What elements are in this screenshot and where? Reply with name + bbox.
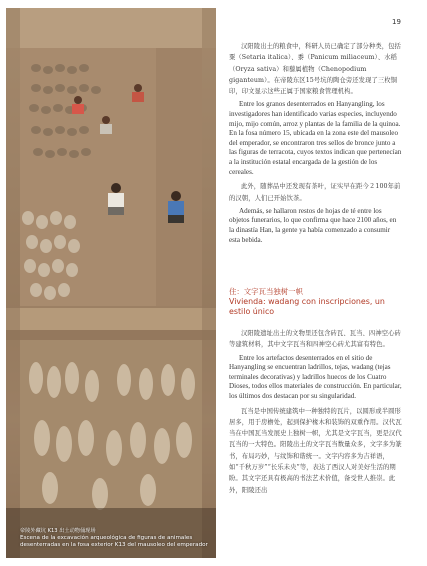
body-text-lower: [229, 328, 402, 496]
excavation-photo: [6, 8, 216, 558]
paragraph-es-3: Entre los artefactos desenterrados en el sitio de Hanyangling se encuentran ladrillos, tejas, wadang (tejas terminales decorativas) y ladrillos huecos de los Cuatro Dioses, todos ellos materiales de construcción. En particular, los últimos dos destacan por su singularidad.: [229, 353, 402, 400]
section-heading-zh: 住：文字瓦当独树一帜: [229, 287, 303, 296]
paragraph-es-2: Además, se hallaron restos de hojas de té entre los objetos funerarios, lo que confirma que hace 2100 años, en la dinastía Han, la gente ya había comenzado a consumir esta bebida.: [229, 206, 397, 244]
section-heading: [229, 287, 405, 317]
paragraph-zh-1: 汉阳陵出土的粮食中，科研人员已确定了部分种类，包括粟（Setaria italica）、黍（Panicum miliaceum）、水稻（Oryza sativa）和藜属植物（Chenopodium giganteum）。在帝陵东区15号坑的陶仓旁还发现了三枚铜印，印文显示这些正属于国家粮食管理机构。: [229, 43, 401, 96]
paragraph-zh-3: 汉阳陵遗址出土的文物里还包含砖瓦、瓦当、四神空心砖等建筑材料，其中文字瓦当和四神空心砖尤其富有特色。: [229, 330, 401, 349]
paragraph-es-1: Entre los granos desenterrados en Hanyangling, los investigadores han identificado varias especies, incluyendo mijo, mijo común, arroz y plantas de la familia de la quinoa. En la fosa número 15, ubicada en la zona este del mausoleo del emperador, se encontraron tres sellos de bronce junto a las figuras de terracota, cuyos textos indican que pertenecían a la institución estatal encargada de la gestión de los cereales.: [229, 100, 402, 176]
excavation-illustration: [6, 8, 216, 558]
photo-caption: [20, 528, 216, 548]
paragraph-zh-2: 此外，随葬品中还发现有茶叶，证实早在距今２100年前的汉朝，人们已开始饮茶。: [229, 183, 401, 202]
page-number: 19: [392, 18, 401, 26]
section-heading-es: Vivienda: wadang con inscripciones, un estilo único: [229, 297, 385, 316]
caption-es: Escena de la excavación arqueológica de figuras de animales desenterradas en la fosa exterior K13 del mausoleo del emperador: [20, 535, 208, 548]
body-text-upper: [229, 41, 402, 245]
caption-zh: 帝陵外藏坑 K13 出土动物俑现场: [20, 528, 96, 534]
paragraph-zh-4: 瓦当是中国传统建筑中一种独特的瓦片，以圆形或半圆形居多，用于房檐处，起到保护椽木和装饰的双重作用。汉代瓦当在中国瓦当发展史上独树一帜，尤其是文字瓦当，更是汉代瓦当的一大特色。阳陵出土的文字瓦当数量众多，文字多为篆书，布局巧妙，与纹饰和谐统一。文字内容多为吉祥语，如“千秋万岁”“长乐未央”等，表达了西汉人对美好生活的期盼。其文字还具有极高的书法艺术价值，备受世人推崇。此外，阳陵还出: [229, 407, 402, 494]
